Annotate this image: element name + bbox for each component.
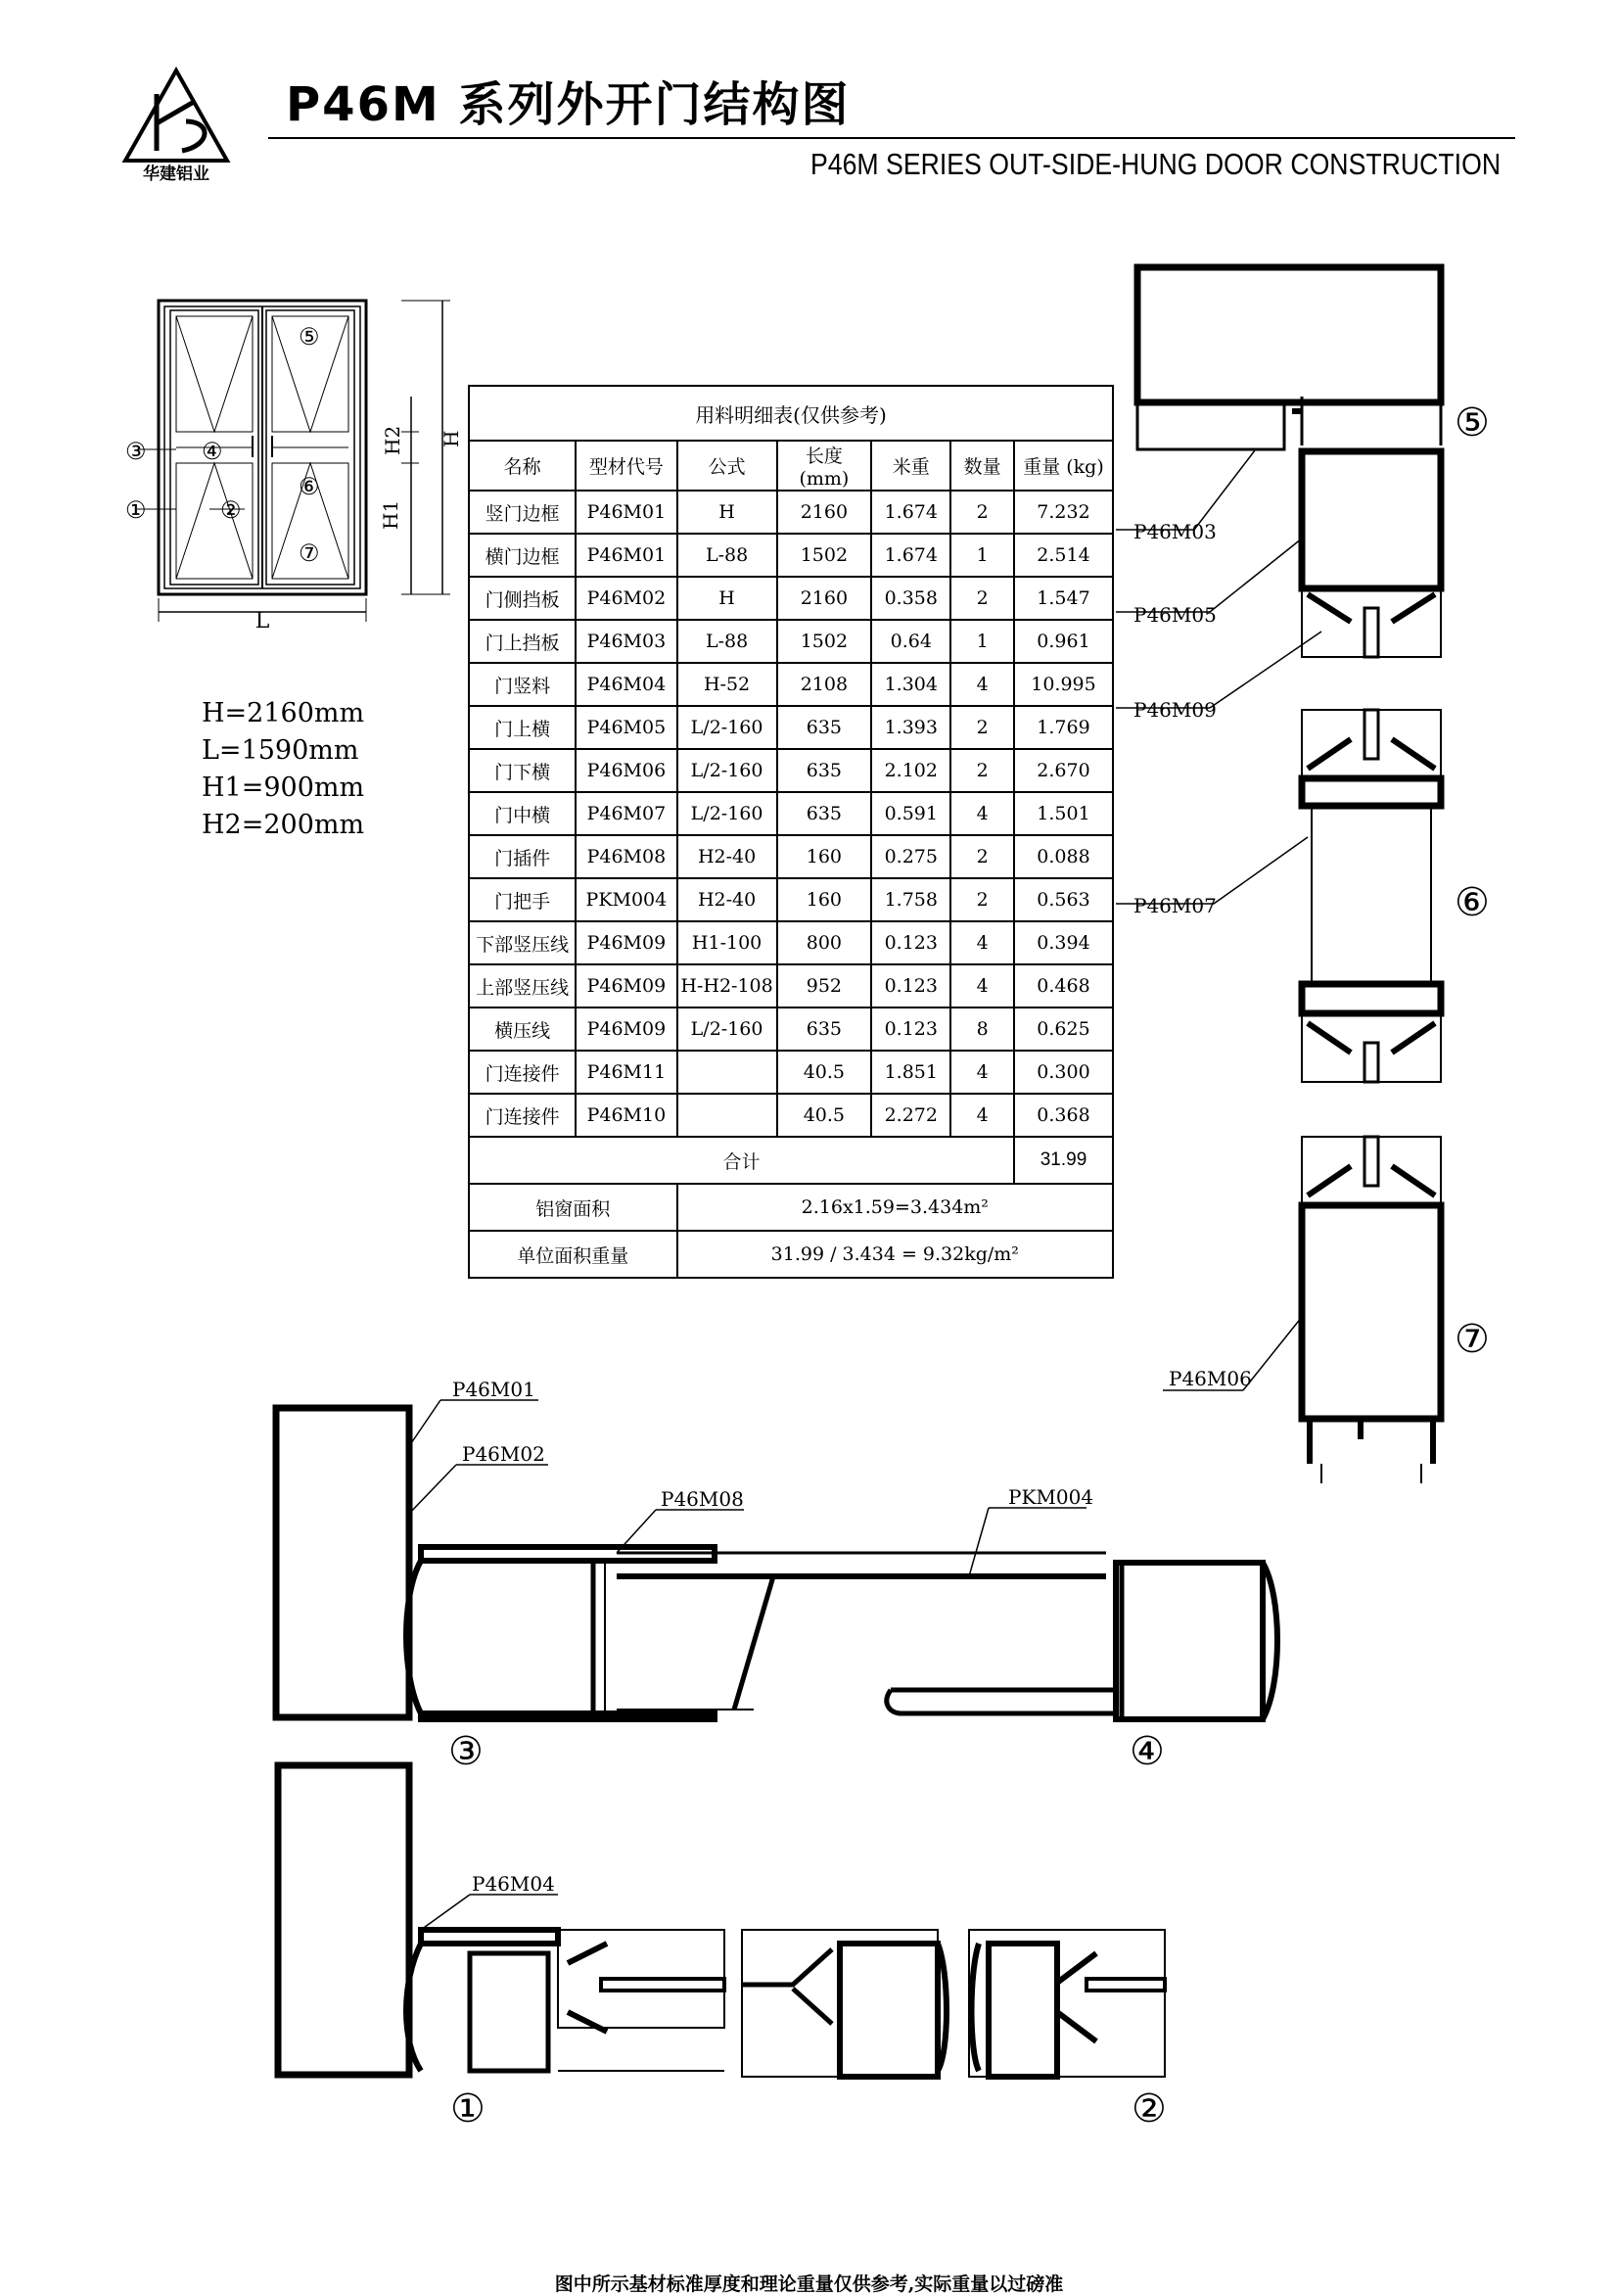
table-row <box>469 706 1113 749</box>
table-cell: 4 <box>950 792 1014 835</box>
table-cell: 2 <box>950 491 1014 534</box>
table-cell: 4 <box>950 1094 1014 1137</box>
label-p46m01: P46M01 <box>452 1381 535 1401</box>
door-elevation <box>108 289 470 651</box>
marker-3-section: ③ <box>448 1729 484 1772</box>
table-cell: 门插件 <box>469 835 576 878</box>
vertical-section <box>1116 259 1507 1562</box>
table-row <box>469 663 1113 706</box>
table-row <box>469 964 1113 1007</box>
company-logo <box>117 65 235 182</box>
table-cell: 门上横 <box>469 706 576 749</box>
table-row <box>469 620 1113 663</box>
table-cell: H <box>677 577 777 620</box>
table-unit-weight-row: 单位面积重量 31.99 / 3.434 = 9.32kg/m² <box>469 1231 1113 1278</box>
table-cell: 0.368 <box>1014 1094 1113 1137</box>
table-cell: 门把手 <box>469 878 576 921</box>
table-cell: 0.123 <box>871 1007 950 1051</box>
table-cell: 横压线 <box>469 1007 576 1051</box>
table-cell: 635 <box>777 1007 872 1051</box>
label-p46m07: P46M07 <box>1133 894 1217 917</box>
table-cell: PKM004 <box>576 878 676 921</box>
table-cell: 2.670 <box>1014 749 1113 792</box>
table-cell: 1.501 <box>1014 792 1113 835</box>
table-area-row: 铝窗面积 2.16x1.59=3.434m² <box>469 1184 1113 1231</box>
table-cell: 1 <box>950 620 1014 663</box>
table-cell: L/2-160 <box>677 749 777 792</box>
table-cell: 1502 <box>777 534 872 577</box>
table-cell: P46M04 <box>576 663 676 706</box>
table-cell: 门侧挡板 <box>469 577 576 620</box>
table-cell: 2.514 <box>1014 534 1113 577</box>
table-cell: 2.102 <box>871 749 950 792</box>
label-p46m09: P46M09 <box>1133 698 1217 722</box>
label-p46m05: P46M05 <box>1133 603 1217 627</box>
table-cell: H-52 <box>677 663 777 706</box>
table-row <box>469 921 1113 964</box>
table-cell: P46M08 <box>576 835 676 878</box>
table-cell: 2.272 <box>871 1094 950 1137</box>
table-row <box>469 878 1113 921</box>
dim-H: H <box>439 430 463 447</box>
table-cell: P46M09 <box>576 964 676 1007</box>
table-cell: H2-40 <box>677 835 777 878</box>
logo-text: 华建铝业 <box>143 164 209 182</box>
table-cell: 竖门边框 <box>469 491 576 534</box>
table-cell: H2-40 <box>677 878 777 921</box>
table-row <box>469 577 1113 620</box>
table-row <box>469 1094 1113 1137</box>
table-cell: 7.232 <box>1014 491 1113 534</box>
table-cell: 1.674 <box>871 534 950 577</box>
table-cell: P46M11 <box>576 1051 676 1094</box>
table-cell: P46M03 <box>576 620 676 663</box>
table-cell: 0.961 <box>1014 620 1113 663</box>
table-cell: P46M05 <box>576 706 676 749</box>
dim-h1-value: H1=900mm <box>202 773 365 803</box>
table-cell: 1.758 <box>871 878 950 921</box>
dim-h-value: H=2160mm <box>202 698 365 728</box>
table-cell: 0.358 <box>871 577 950 620</box>
table-cell: 4 <box>950 663 1014 706</box>
table-cell: 1.393 <box>871 706 950 749</box>
table-cell: 1 <box>950 534 1014 577</box>
table-caption: 用料明细表(仅供参考) <box>469 386 1113 441</box>
table-cell: P46M01 <box>576 491 676 534</box>
table-cell: P46M07 <box>576 792 676 835</box>
table-cell: 0.275 <box>871 835 950 878</box>
table-cell: H-H2-108 <box>677 964 777 1007</box>
marker-7-section: ⑦ <box>1455 1317 1490 1362</box>
table-cell: 门下横 <box>469 749 576 792</box>
table-cell: 4 <box>950 921 1014 964</box>
table-row <box>469 491 1113 534</box>
table-cell: L/2-160 <box>677 792 777 835</box>
table-cell: 635 <box>777 792 872 835</box>
table-cell: 635 <box>777 749 872 792</box>
table-cell: 40.5 <box>777 1051 872 1094</box>
marker-4: ④ <box>202 438 223 465</box>
table-header-row: 名称 型材代号 公式 长度 (mm) 米重 数量 重量 (kg) <box>469 441 1113 491</box>
marker-4-section: ④ <box>1130 1729 1165 1772</box>
table-cell: 635 <box>777 706 872 749</box>
dim-H1: H1 <box>379 499 402 530</box>
table-cell: L/2-160 <box>677 706 777 749</box>
horizontal-section-3-4 <box>264 1381 1312 1772</box>
table-cell: 4 <box>950 1051 1014 1094</box>
marker-2-section: ② <box>1132 2086 1167 2132</box>
table-cell: L-88 <box>677 534 777 577</box>
table-row <box>469 1007 1113 1051</box>
table-cell: L-88 <box>677 620 777 663</box>
table-cell: 4 <box>950 964 1014 1007</box>
footer-note: 图中所示基材标准厚度和理论重量仅供参考,实际重量以过磅准 <box>554 2273 1064 2295</box>
table-cell <box>677 1094 777 1137</box>
marker-6-section: ⑥ <box>1455 880 1490 925</box>
marker-6: ⑥ <box>299 473 320 500</box>
table-cell: 8 <box>950 1007 1014 1051</box>
table-cell <box>677 1051 777 1094</box>
table-cell: 门竖料 <box>469 663 576 706</box>
table-cell: P46M02 <box>576 577 676 620</box>
table-cell: 160 <box>777 878 872 921</box>
table-cell: 0.123 <box>871 921 950 964</box>
table-cell: P46M09 <box>576 921 676 964</box>
table-cell: 2 <box>950 706 1014 749</box>
dimension-list <box>202 695 364 844</box>
marker-2: ② <box>220 496 242 524</box>
table-cell: 1.304 <box>871 663 950 706</box>
table-cell: 门连接件 <box>469 1051 576 1094</box>
material-table <box>468 385 1114 1279</box>
marker-5-section: ⑤ <box>1455 400 1490 445</box>
table-cell: 0.563 <box>1014 878 1113 921</box>
table-cell: P46M10 <box>576 1094 676 1137</box>
page-subtitle: P46M SERIES OUT-SIDE-HUNG DOOR CONSTRUCTION <box>810 147 1502 181</box>
table-row <box>469 1051 1113 1094</box>
label-pkm004: PKM004 <box>1008 1485 1094 1509</box>
table-cell: 952 <box>777 964 872 1007</box>
table-cell: 2108 <box>777 663 872 706</box>
table-row <box>469 792 1113 835</box>
table-cell: 2 <box>950 577 1014 620</box>
table-cell: 0.394 <box>1014 921 1113 964</box>
table-cell: L/2-160 <box>677 1007 777 1051</box>
dim-h2-value: H2=200mm <box>202 810 365 840</box>
label-p46m08: P46M08 <box>661 1487 744 1511</box>
table-cell: 下部竖压线 <box>469 921 576 964</box>
table-cell: 门上挡板 <box>469 620 576 663</box>
table-cell: 0.300 <box>1014 1051 1113 1094</box>
table-row <box>469 534 1113 577</box>
page-title: P46M 系列外开门结构图 <box>286 77 851 132</box>
label-p46m06: P46M06 <box>1169 1367 1252 1390</box>
table-cell: 2160 <box>777 491 872 534</box>
table-cell: 0.591 <box>871 792 950 835</box>
table-cell: 门中横 <box>469 792 576 835</box>
marker-1-section: ① <box>450 2086 485 2132</box>
table-cell: 2160 <box>777 577 872 620</box>
table-cell: 160 <box>777 835 872 878</box>
table-cell: 40.5 <box>777 1094 872 1137</box>
table-cell: 0.625 <box>1014 1007 1113 1051</box>
table-cell: 1.674 <box>871 491 950 534</box>
table-cell: 10.995 <box>1014 663 1113 706</box>
table-total-row: 合计 31.99 <box>469 1137 1113 1184</box>
table-cell: 门连接件 <box>469 1094 576 1137</box>
table-cell: 上部竖压线 <box>469 964 576 1007</box>
label-p46m02: P46M02 <box>462 1442 545 1466</box>
marker-5: ⑤ <box>299 323 320 351</box>
table-cell: H1-100 <box>677 921 777 964</box>
marker-3: ③ <box>125 438 147 465</box>
table-cell: 1.769 <box>1014 706 1113 749</box>
table-cell: P46M06 <box>576 749 676 792</box>
table-cell: 0.088 <box>1014 835 1113 878</box>
dim-l-value: L=1590mm <box>202 735 359 766</box>
table-cell: 2 <box>950 749 1014 792</box>
table-cell: P46M01 <box>576 534 676 577</box>
label-p46m03: P46M03 <box>1133 520 1217 543</box>
table-cell: 2 <box>950 835 1014 878</box>
table-cell: H <box>677 491 777 534</box>
label-p46m04: P46M04 <box>472 1872 555 1896</box>
table-row <box>469 749 1113 792</box>
table-cell: 0.64 <box>871 620 950 663</box>
table-row <box>469 835 1113 878</box>
marker-7: ⑦ <box>299 539 320 567</box>
horizontal-section-1-2 <box>264 1757 1370 2149</box>
table-cell: P46M09 <box>576 1007 676 1051</box>
table-cell: 横门边框 <box>469 534 576 577</box>
table-cell: 800 <box>777 921 872 964</box>
marker-1: ① <box>125 496 147 524</box>
dim-H2: H2 <box>381 425 404 455</box>
table-cell: 1.851 <box>871 1051 950 1094</box>
dim-L: L <box>254 609 270 633</box>
table-cell: 2 <box>950 878 1014 921</box>
table-cell: 1.547 <box>1014 577 1113 620</box>
table-cell: 1502 <box>777 620 872 663</box>
header-rule <box>268 137 1515 139</box>
table-cell: 0.123 <box>871 964 950 1007</box>
table-cell: 0.468 <box>1014 964 1113 1007</box>
